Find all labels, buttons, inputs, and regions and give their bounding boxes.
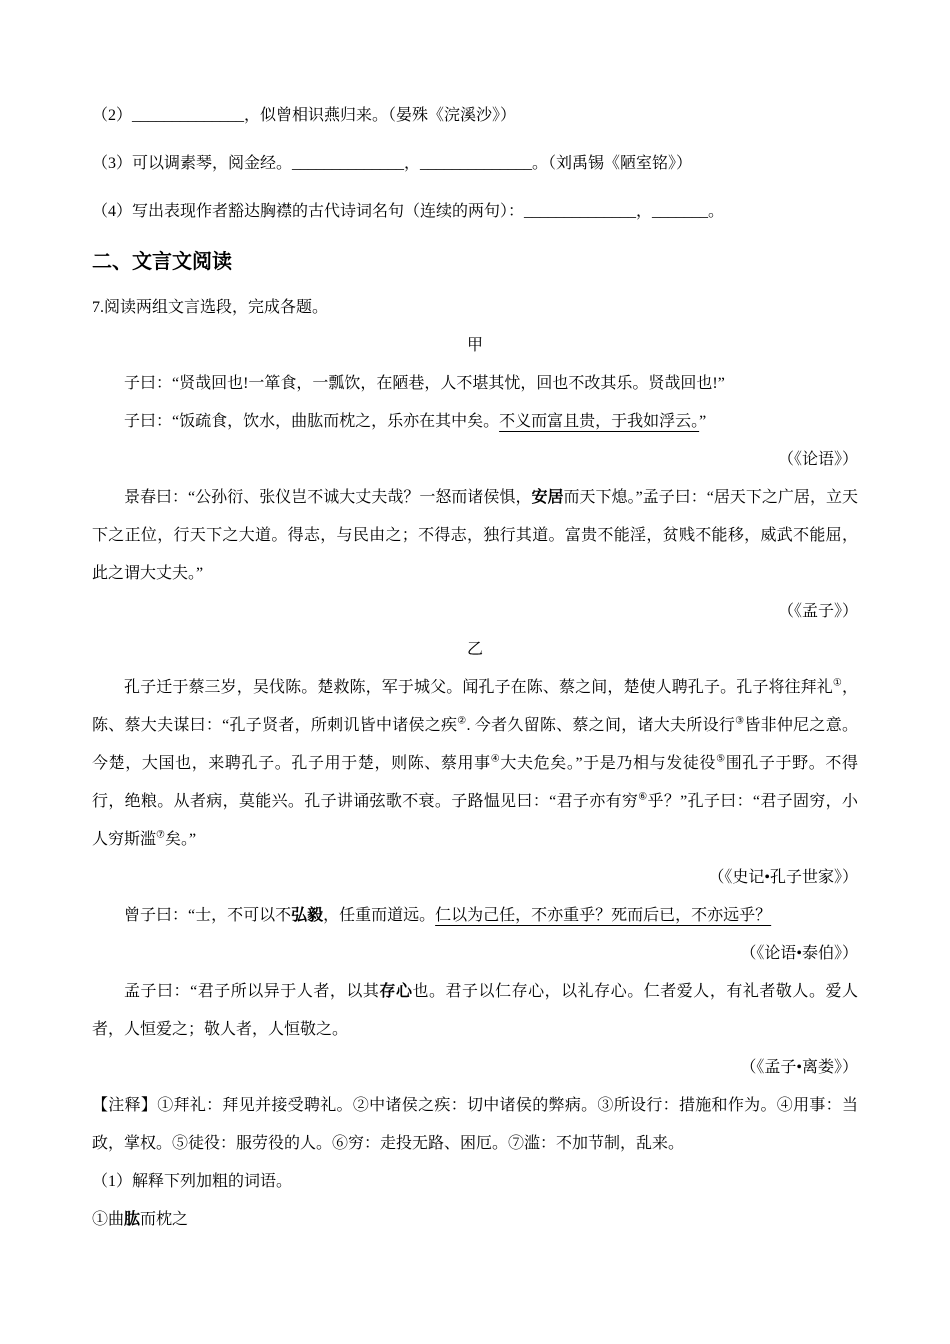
jia-paragraph-1 [92, 365, 858, 403]
text-run: 乎？”孔子曰：“君子固穷，小人穷斯滥 [92, 793, 858, 848]
zengzi-paragraph [92, 897, 858, 935]
text-run: 矣。” [164, 831, 197, 848]
text-run: 肱 [124, 1211, 141, 1228]
text-run: ，陈、蔡大夫谋曰：“孔子贤者，所刺讥皆中诸侯之疾 [92, 679, 858, 734]
text-run: 二、文言文阅读 [92, 251, 232, 273]
text-run: 孟子曰：“君子所以异于人者，以其 [124, 983, 380, 1000]
source-mengzi [92, 593, 858, 631]
footnote-marker: ⑦ [156, 829, 165, 841]
footnote-marker: ① [832, 677, 842, 689]
jia-paragraph-2 [92, 403, 858, 441]
footnote-marker: ② [457, 715, 467, 727]
text-run: （3）可以调素琴，阅金经。______________，______________。（刘禹锡《陋室铭》） [92, 155, 693, 172]
question-4 [92, 199, 858, 225]
text-run: 孔子迁于蔡三岁，吴伐陈。楚救陈，军于城父。闻孔子在陈、蔡之间，楚使人聘孔子。孔子将往拜礼 [124, 679, 833, 696]
footnote-marker: ④ [490, 753, 501, 765]
text-run: 安居 [531, 489, 564, 506]
word-item-1 [92, 1201, 858, 1239]
footnote-marker: ⑤ [716, 753, 726, 765]
text-run: （《孟子•离娄》） [740, 1059, 858, 1076]
text-run: （《论语•泰伯》） [740, 945, 858, 962]
notes [92, 1087, 858, 1163]
source-lunyu-taibo [92, 935, 858, 973]
text-run: （1）解释下列加粗的词语。 [92, 1173, 293, 1190]
source-shiji [92, 859, 858, 897]
question-7-intro [92, 289, 858, 327]
text-run: （《史记•孔子世家》） [708, 869, 858, 886]
text-run: 而天下熄。”孟子曰：“居天下之广居，立天下之正位，行天下之大道。得志，与民由之；不得志，独行其道。富贵不能淫，贫贱不能移，威武不能屈，此之谓大丈夫。” [92, 489, 858, 582]
subquestion-1 [92, 1163, 858, 1201]
text-run: 子曰：“贤哉回也!一箪食，一瓢饮，在陋巷，人不堪其忧，回也不改其乐。贤哉回也!” [124, 375, 725, 392]
passage-label-jia [92, 327, 858, 365]
text-run: （《论语》） [777, 451, 858, 468]
footnote-marker: ⑥ [638, 791, 648, 803]
text-run: . 今者久留陈、蔡之间，诸大夫所设行 [466, 717, 736, 734]
mengzi-paragraph [92, 973, 858, 1049]
jia-paragraph-3 [92, 479, 858, 593]
text-run: 弘毅 [291, 907, 324, 924]
question-3 [92, 151, 858, 177]
source-lunyu [92, 441, 858, 479]
text-run: （2）______________，似曾相识燕归来。（晏殊《浣溪沙》） [92, 107, 517, 124]
text-run: 大夫危矣。”于是乃相与发徒役 [500, 755, 717, 772]
document-body [92, 103, 858, 1239]
text-run: 乙 [466, 641, 483, 658]
source-mengzi-lilou [92, 1049, 858, 1087]
text-run: ①曲 [92, 1211, 125, 1228]
text-run: （4）写出表现作者豁达胸襟的古代诗词名句（连续的两句）：______________，_______。 [92, 203, 725, 220]
text-run: 甲 [466, 337, 483, 354]
text-run: 而枕之 [140, 1211, 189, 1228]
text-run: 围孔子于野。不得行，绝粮。从者病，莫能兴。孔子讲诵弦歌不衰。子路愠见曰：“君子亦有穷 [92, 755, 858, 810]
text-run: （《孟子》） [777, 603, 858, 620]
text-run: 不义而富且贵，于我如浮云。 [499, 413, 700, 430]
text-run: ，任重而道远。 [323, 907, 436, 924]
text-run: 存心 [379, 983, 413, 1000]
footnote-marker: ③ [735, 715, 745, 727]
text-run: 也。君子以仁存心，以礼存心。仁者爱人，有礼者敬人。爱人者，人恒爱之；敬人者，人恒敬之。 [92, 983, 858, 1038]
text-run: 皆非仲尼之意。今楚，大国也，来聘孔子。孔子用于楚，则陈、蔡用事 [92, 717, 858, 772]
text-run: 仁以为己任，不亦重乎？死而后已，不亦远乎？ [435, 907, 772, 924]
text-run: 景春曰：“公孙衍、张仪岂不诚大丈夫哉？一怒而诸侯惧， [124, 489, 532, 506]
text-run: 子曰：“饭疏食，饮水，曲肱而枕之，乐亦在其中矣。 [124, 413, 500, 430]
question-2 [92, 103, 858, 129]
yi-paragraph [92, 669, 858, 859]
text-run: 【注释】①拜礼：拜见并接受聘礼。②中诸侯之疾：切中诸侯的弊病。③所设行：措施和作为。④用事：当政，掌权。⑤徒役：服劳役的人。⑥穷：走投无路、困厄。⑦滥：不加节制，乱来。 [92, 1097, 858, 1152]
section-heading [92, 247, 858, 277]
text-run: ” [699, 413, 707, 430]
passage-label-yi [92, 631, 858, 669]
text-run: 7.阅读两组文言选段，完成各题。 [92, 299, 329, 316]
text-run: 曾子曰：“士，不可以不 [124, 907, 292, 924]
